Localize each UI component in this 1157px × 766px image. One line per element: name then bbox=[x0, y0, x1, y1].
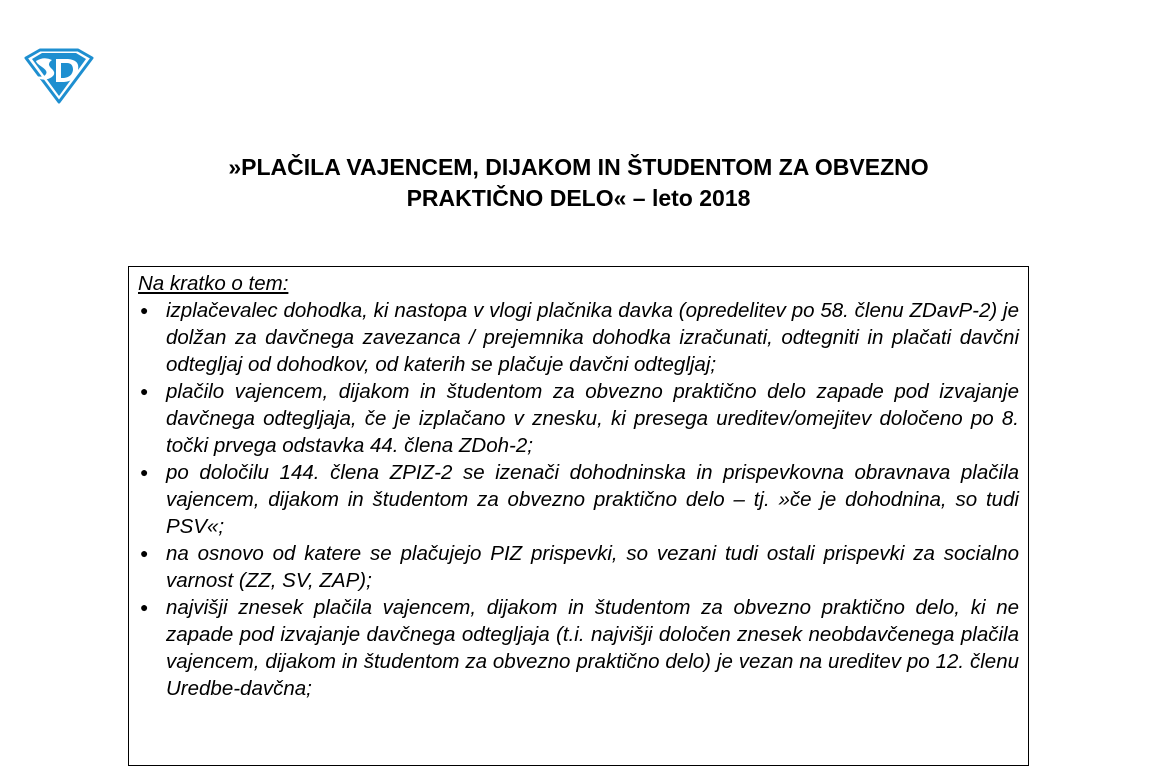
list-item-text: najvišji znesek plačila vajencem, dijakom in študentom za obvezno praktično delo, ki ne zapade pod izvajanje davčnega odtegljaja (t.i. najvišji določen znesek neobdavčenega plačila vajencem, dijakom in študentom za obvezno praktično delo) je vezan na ureditev po 12. členu Uredbe-davčna; bbox=[166, 596, 1019, 700]
list-item bbox=[138, 540, 1019, 594]
document-title bbox=[0, 152, 1157, 214]
list-item-text: plačilo vajencem, dijakom in študentom za obvezno praktično delo zapade pod izvajanje davčnega odtegljaja, če je izplačano v znesku, ki presega ureditev/omejitev določeno po 8. točki prvega odstavka 44. člena ZDoh-2; bbox=[166, 380, 1019, 457]
bullet-dot-icon: ● bbox=[140, 464, 149, 480]
list-item bbox=[138, 459, 1019, 540]
title-line-1: »PLAČILA VAJENCEM, DIJAKOM IN ŠTUDENTOM ZA OBVEZNO bbox=[228, 154, 929, 180]
sd-shield-logo-icon bbox=[22, 48, 96, 104]
summary-heading: Na kratko o tem: bbox=[138, 272, 289, 295]
list-item-text: izplačevalec dohodka, ki nastopa v vlogi plačnika davka (opredelitev po 58. členu ZDavP-2) je dolžan za davčnega zavezanca / prejemnika dohodka izračunati, odtegniti in plačati davčni odtegljaj od dohodkov, od katerih se plačuje davčni odtegljaj; bbox=[166, 299, 1019, 376]
title-line-2: PRAKTIČNO DELO« – leto 2018 bbox=[406, 185, 751, 211]
summary-box bbox=[128, 266, 1029, 766]
list-item bbox=[138, 378, 1019, 459]
bullet-dot-icon: ● bbox=[140, 383, 149, 399]
bullet-dot-icon: ● bbox=[140, 302, 149, 318]
summary-list bbox=[138, 297, 1019, 702]
list-item bbox=[138, 594, 1019, 702]
list-item bbox=[138, 297, 1019, 378]
list-item-text: na osnovo od katere se plačujejo PIZ prispevki, so vezani tudi ostali prispevki za socialno varnost (ZZ, SV, ZAP); bbox=[166, 542, 1019, 592]
logo bbox=[22, 48, 96, 104]
bullet-dot-icon: ● bbox=[140, 599, 149, 615]
list-item-text: po določilu 144. člena ZPIZ-2 se izenači dohodninska in prispevkovna obravnava plačila vajencem, dijakom in študentom za obvezno praktično delo – tj. »če je dohodnina, so tudi PSV«; bbox=[166, 461, 1019, 538]
bullet-dot-icon: ● bbox=[140, 545, 149, 561]
